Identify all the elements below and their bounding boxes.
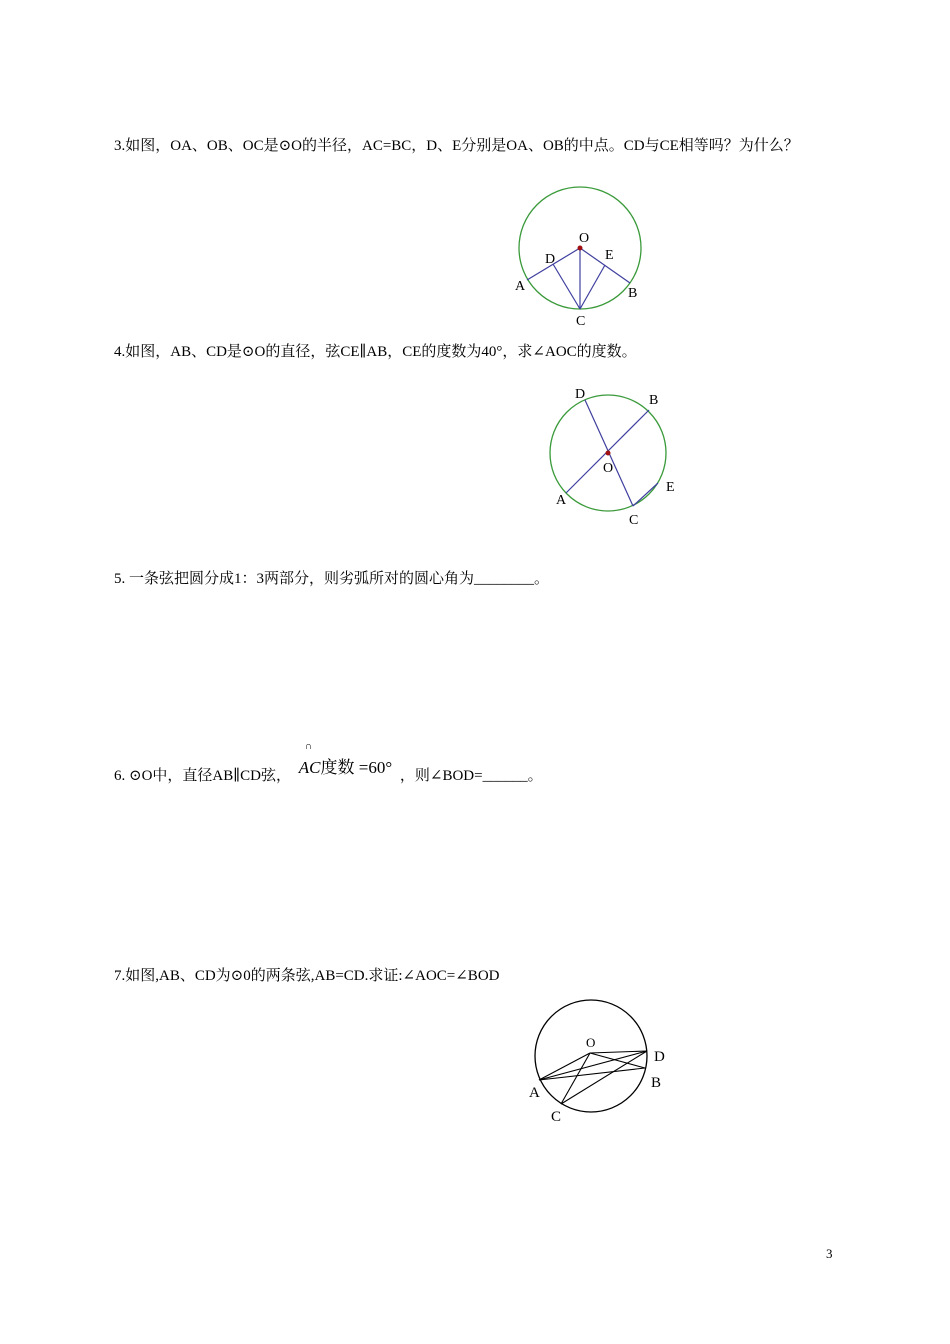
question-6-arc-label: AC	[298, 758, 321, 777]
fig4-label-A: A	[556, 493, 567, 508]
fig3-center-point	[578, 246, 583, 251]
page-number: 3	[826, 1246, 833, 1261]
fig4-center-point	[606, 451, 611, 456]
fig7-chord-CD	[561, 1051, 647, 1104]
question-5-text: 5. 一条弦把圆分成1：3两部分，则劣弧所对的圆心角为________。	[114, 571, 550, 587]
question-3-text: 3.如图，OA、OB、OC是⊙O的半径，AC=BC，D、E分别是OA、OB的中点。CD与CE相等吗？为什么？	[114, 138, 799, 154]
question-6-prefix: 6. ⊙O中，直径AB∥CD弦，	[114, 768, 292, 784]
question-6-suffix: ，则∠BOD=______。	[399, 768, 543, 784]
figure-7	[520, 995, 680, 1130]
figure-3	[505, 180, 655, 335]
fig7-chord-AD	[539, 1051, 647, 1080]
fig4-label-B: B	[649, 393, 659, 408]
fig7-segment-OD	[590, 1051, 647, 1053]
fig4-label-D: D	[575, 387, 586, 402]
fig3-label-D: D	[545, 252, 556, 267]
fig7-chord-AB	[539, 1068, 645, 1080]
fig3-label-B: B	[628, 286, 638, 301]
question-6-arc-measure: 度数 =60°	[320, 758, 393, 777]
fig4-label-C: C	[629, 513, 639, 528]
fig7-segment-OB	[590, 1053, 645, 1068]
question-6-arc-expression	[298, 741, 393, 778]
fig7-label-B: B	[651, 1075, 662, 1091]
fig4-label-O: O	[603, 461, 614, 476]
question-6-arc-mark: ∩	[304, 741, 312, 752]
figure-4	[545, 380, 695, 530]
fig4-label-E: E	[666, 480, 675, 495]
fig3-segment-CD	[553, 264, 580, 309]
fig3-label-A: A	[515, 279, 526, 294]
fig7-label-A: A	[529, 1085, 540, 1101]
fig3-label-E: E	[605, 248, 614, 263]
fig7-label-D: D	[654, 1049, 665, 1065]
fig3-segment-CE	[580, 265, 605, 309]
fig7-label-C: C	[551, 1109, 562, 1125]
fig3-label-O: O	[579, 231, 590, 246]
question-7-text: 7.如图,AB、CD为⊙0的两条弦,AB=CD.求证:∠AOC=∠BOD	[114, 968, 500, 984]
fig7-label-O: O	[586, 1035, 596, 1050]
question-4-text: 4.如图，AB、CD是⊙O的直径，弦CE∥AB，CE的度数为40°，求∠AOC的度数。	[114, 344, 637, 360]
fig4-chord-CE	[633, 483, 658, 506]
fig3-label-C: C	[576, 314, 586, 329]
question-6-text	[114, 741, 543, 785]
